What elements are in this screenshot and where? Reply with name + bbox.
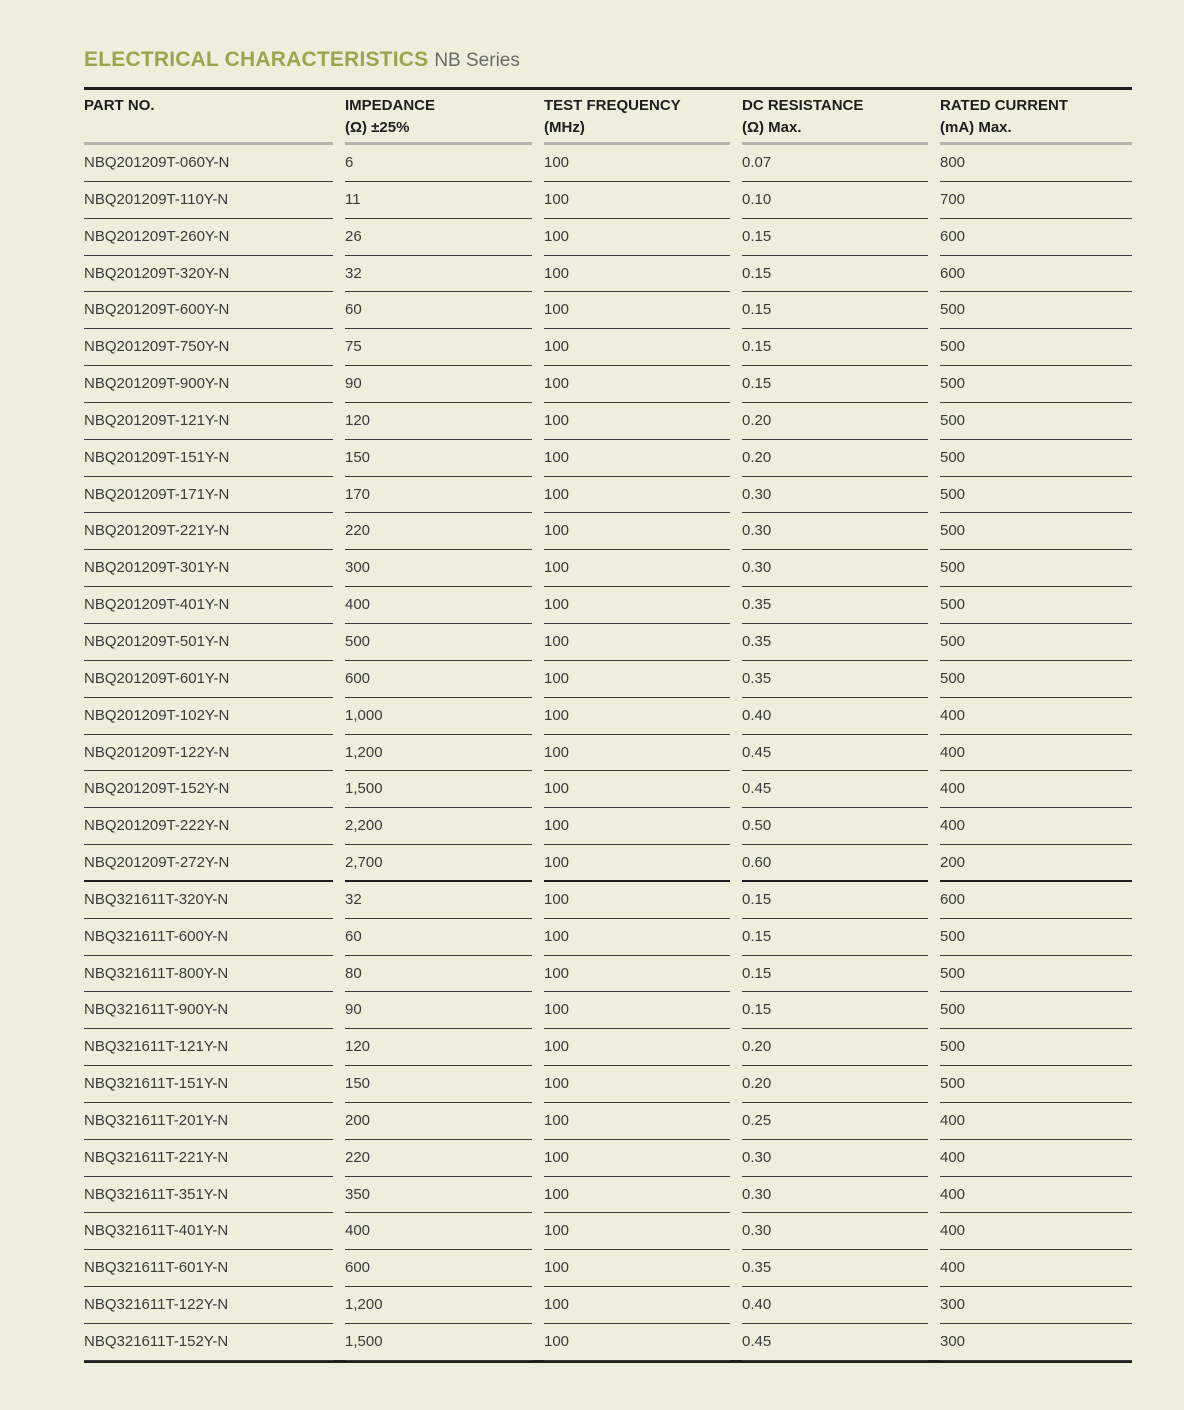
part-no-cell: NBQ201209T-110Y-N [84,182,333,219]
test-frequency-cell: 100 [544,403,730,440]
impedance-cell: 90 [345,366,532,403]
dc-resistance-cell: 0.15 [742,256,928,293]
table-row [84,845,1132,882]
impedance-cell: 200 [345,1103,532,1140]
dc-resistance-cell: 0.20 [742,403,928,440]
header-dc-resistance [742,90,928,145]
test-frequency-cell: 100 [544,1250,730,1287]
title-series: NB Series [434,50,520,71]
table-row [84,919,1132,956]
part-no-cell: NBQ321611T-900Y-N [84,992,333,1029]
table-row [84,661,1132,698]
table-body [84,145,1132,1361]
impedance-cell: 2,700 [345,845,532,882]
part-no-cell: NBQ321611T-351Y-N [84,1177,333,1214]
dc-resistance-cell: 0.45 [742,735,928,772]
impedance-cell: 75 [345,329,532,366]
impedance-cell: 1,200 [345,735,532,772]
rated-current-cell: 500 [940,513,1132,550]
test-frequency-cell: 100 [544,1177,730,1214]
impedance-cell: 220 [345,513,532,550]
impedance-cell: 400 [345,1213,532,1250]
electrical-characteristics-section [84,44,1132,1363]
table-row [84,956,1132,993]
test-frequency-cell: 100 [544,256,730,293]
rated-current-cell: 600 [940,882,1132,919]
table-header-row [84,90,1132,145]
impedance-cell: 2,200 [345,808,532,845]
header-line1: RATED CURRENT [940,97,1069,114]
rated-current-cell: 700 [940,182,1132,219]
rated-current-cell: 500 [940,1066,1132,1103]
part-no-cell: NBQ201209T-600Y-N [84,292,333,329]
part-no-cell: NBQ201209T-152Y-N [84,771,333,808]
part-no-cell: NBQ321611T-401Y-N [84,1213,333,1250]
rated-current-cell: 600 [940,256,1132,293]
impedance-cell: 32 [345,882,532,919]
impedance-cell: 60 [345,292,532,329]
test-frequency-cell: 100 [544,1287,730,1324]
impedance-cell: 300 [345,550,532,587]
part-no-cell: NBQ321611T-152Y-N [84,1324,333,1361]
dc-resistance-cell: 0.45 [742,1324,928,1361]
rated-current-cell: 400 [940,1140,1132,1177]
dc-resistance-cell: 0.35 [742,624,928,661]
part-no-cell: NBQ201209T-501Y-N [84,624,333,661]
part-no-cell: NBQ201209T-750Y-N [84,329,333,366]
impedance-cell: 500 [345,624,532,661]
rated-current-cell: 400 [940,1250,1132,1287]
test-frequency-cell: 100 [544,477,730,514]
test-frequency-cell: 100 [544,587,730,624]
table-row [84,477,1132,514]
test-frequency-cell: 100 [544,292,730,329]
impedance-cell: 80 [345,956,532,993]
rated-current-cell: 400 [940,698,1132,735]
dc-resistance-cell: 0.60 [742,845,928,882]
part-no-cell: NBQ321611T-800Y-N [84,956,333,993]
dc-resistance-cell: 0.20 [742,1029,928,1066]
test-frequency-cell: 100 [544,1324,730,1361]
part-no-cell: NBQ201209T-151Y-N [84,440,333,477]
table-row [84,1213,1132,1250]
dc-resistance-cell: 0.20 [742,1066,928,1103]
part-no-cell: NBQ201209T-060Y-N [84,145,333,182]
dc-resistance-cell: 0.30 [742,477,928,514]
table-row [84,1029,1132,1066]
dc-resistance-cell: 0.40 [742,698,928,735]
dc-resistance-cell: 0.35 [742,661,928,698]
part-no-cell: NBQ201209T-260Y-N [84,219,333,256]
rated-current-cell: 500 [940,624,1132,661]
rated-current-cell: 400 [940,1103,1132,1140]
dc-resistance-cell: 0.15 [742,919,928,956]
test-frequency-cell: 100 [544,956,730,993]
table-row [84,366,1132,403]
test-frequency-cell: 100 [544,624,730,661]
impedance-cell: 11 [345,182,532,219]
impedance-cell: 6 [345,145,532,182]
header-rated-current [940,90,1132,145]
dc-resistance-cell: 0.30 [742,1213,928,1250]
impedance-cell: 90 [345,992,532,1029]
rated-current-cell: 500 [940,366,1132,403]
rated-current-cell: 400 [940,808,1132,845]
dc-resistance-cell: 0.15 [742,992,928,1029]
test-frequency-cell: 100 [544,366,730,403]
table-row [84,256,1132,293]
impedance-cell: 150 [345,1066,532,1103]
impedance-cell: 60 [345,919,532,956]
table-row [84,1177,1132,1214]
dc-resistance-cell: 0.07 [742,145,928,182]
test-frequency-cell: 100 [544,1103,730,1140]
dc-resistance-cell: 0.25 [742,1103,928,1140]
part-no-cell: NBQ321611T-221Y-N [84,1140,333,1177]
rated-current-cell: 300 [940,1324,1132,1361]
part-no-cell: NBQ321611T-122Y-N [84,1287,333,1324]
test-frequency-cell: 100 [544,845,730,882]
rated-current-cell: 500 [940,992,1132,1029]
part-no-cell: NBQ321611T-601Y-N [84,1250,333,1287]
impedance-cell: 1,500 [345,771,532,808]
dc-resistance-cell: 0.15 [742,329,928,366]
rated-current-cell: 500 [940,329,1132,366]
header-line1: IMPEDANCE [345,97,436,114]
test-frequency-cell: 100 [544,698,730,735]
table-row [84,440,1132,477]
impedance-cell: 150 [345,440,532,477]
table-row [84,292,1132,329]
test-frequency-cell: 100 [544,992,730,1029]
impedance-cell: 1,000 [345,698,532,735]
rated-current-cell: 500 [940,292,1132,329]
test-frequency-cell: 100 [544,771,730,808]
test-frequency-cell: 100 [544,1066,730,1103]
rated-current-cell: 400 [940,1177,1132,1214]
table-row [84,771,1132,808]
header-line2: (Ω) ±25% [345,119,410,136]
rated-current-cell: 600 [940,219,1132,256]
impedance-cell: 26 [345,219,532,256]
table-row [84,145,1132,182]
table-row [84,513,1132,550]
table-row [84,403,1132,440]
part-no-cell: NBQ321611T-600Y-N [84,919,333,956]
impedance-cell: 1,500 [345,1324,532,1361]
table-row [84,735,1132,772]
test-frequency-cell: 100 [544,513,730,550]
rated-current-cell: 500 [940,550,1132,587]
header-line1: PART NO. [84,97,155,114]
test-frequency-cell: 100 [544,919,730,956]
header-line2: (mA) Max. [940,119,1012,136]
table-row [84,182,1132,219]
part-no-cell: NBQ321611T-320Y-N [84,882,333,919]
part-no-cell: NBQ201209T-121Y-N [84,403,333,440]
table-row [84,219,1132,256]
test-frequency-cell: 100 [544,661,730,698]
rated-current-cell: 800 [940,145,1132,182]
table-row [84,808,1132,845]
dc-resistance-cell: 0.30 [742,550,928,587]
impedance-cell: 1,200 [345,1287,532,1324]
rated-current-cell: 500 [940,1029,1132,1066]
table-row [84,882,1132,919]
part-no-cell: NBQ201209T-320Y-N [84,256,333,293]
dc-resistance-cell: 0.40 [742,1287,928,1324]
rated-current-cell: 300 [940,1287,1132,1324]
part-no-cell: NBQ201209T-171Y-N [84,477,333,514]
part-no-cell: NBQ201209T-601Y-N [84,661,333,698]
title-main: ELECTRICAL CHARACTERISTICS [84,48,429,71]
header-line2: (Ω) Max. [742,119,802,136]
test-frequency-cell: 100 [544,1140,730,1177]
impedance-cell: 120 [345,403,532,440]
dc-resistance-cell: 0.15 [742,882,928,919]
header-line1: DC RESISTANCE [742,97,864,114]
impedance-cell: 220 [345,1140,532,1177]
part-no-cell: NBQ201209T-401Y-N [84,587,333,624]
part-no-cell: NBQ201209T-301Y-N [84,550,333,587]
rated-current-cell: 500 [940,477,1132,514]
dc-resistance-cell: 0.30 [742,513,928,550]
impedance-cell: 600 [345,661,532,698]
table-row [84,1287,1132,1324]
table-row [84,550,1132,587]
test-frequency-cell: 100 [544,1213,730,1250]
dc-resistance-cell: 0.15 [742,366,928,403]
header-part-no [84,90,333,145]
dc-resistance-cell: 0.35 [742,1250,928,1287]
part-no-cell: NBQ201209T-222Y-N [84,808,333,845]
header-line1: TEST FREQUENCY [544,97,681,114]
dc-resistance-cell: 0.15 [742,956,928,993]
header-impedance [345,90,532,145]
impedance-cell: 170 [345,477,532,514]
impedance-cell: 400 [345,587,532,624]
part-no-cell: NBQ201209T-122Y-N [84,735,333,772]
part-no-cell: NBQ321611T-151Y-N [84,1066,333,1103]
rated-current-cell: 400 [940,1213,1132,1250]
rated-current-cell: 200 [940,845,1132,882]
table-row [84,624,1132,661]
rated-current-cell: 400 [940,771,1132,808]
dc-resistance-cell: 0.50 [742,808,928,845]
test-frequency-cell: 100 [544,550,730,587]
part-no-cell: NBQ321611T-121Y-N [84,1029,333,1066]
dc-resistance-cell: 0.30 [742,1140,928,1177]
rated-current-cell: 500 [940,587,1132,624]
rated-current-cell: 500 [940,956,1132,993]
dc-resistance-cell: 0.45 [742,771,928,808]
rated-current-cell: 500 [940,403,1132,440]
test-frequency-cell: 100 [544,735,730,772]
table-row [84,1140,1132,1177]
impedance-cell: 600 [345,1250,532,1287]
header-test-frequency [544,90,730,145]
impedance-cell: 32 [345,256,532,293]
part-no-cell: NBQ201209T-102Y-N [84,698,333,735]
dc-resistance-cell: 0.15 [742,292,928,329]
table-row [84,1066,1132,1103]
dc-resistance-cell: 0.30 [742,1177,928,1214]
impedance-cell: 120 [345,1029,532,1066]
characteristics-table [84,90,1132,1361]
rated-current-cell: 500 [940,440,1132,477]
test-frequency-cell: 100 [544,329,730,366]
dc-resistance-cell: 0.35 [742,587,928,624]
table-row [84,1250,1132,1287]
rated-current-cell: 500 [940,919,1132,956]
table-row [84,992,1132,1029]
test-frequency-cell: 100 [544,1029,730,1066]
test-frequency-cell: 100 [544,145,730,182]
part-no-cell: NBQ201209T-272Y-N [84,845,333,882]
page-title [84,44,1132,76]
dc-resistance-cell: 0.10 [742,182,928,219]
part-no-cell: NBQ201209T-900Y-N [84,366,333,403]
test-frequency-cell: 100 [544,182,730,219]
table-row [84,1324,1132,1361]
dc-resistance-cell: 0.20 [742,440,928,477]
table-row [84,329,1132,366]
table-row [84,1103,1132,1140]
impedance-cell: 350 [345,1177,532,1214]
table-row [84,698,1132,735]
test-frequency-cell: 100 [544,440,730,477]
test-frequency-cell: 100 [544,808,730,845]
header-line2: (MHz) [544,119,585,136]
table-row [84,587,1132,624]
part-no-cell: NBQ321611T-201Y-N [84,1103,333,1140]
part-no-cell: NBQ201209T-221Y-N [84,513,333,550]
dc-resistance-cell: 0.15 [742,219,928,256]
rated-current-cell: 400 [940,735,1132,772]
rated-current-cell: 500 [940,661,1132,698]
test-frequency-cell: 100 [544,882,730,919]
test-frequency-cell: 100 [544,219,730,256]
